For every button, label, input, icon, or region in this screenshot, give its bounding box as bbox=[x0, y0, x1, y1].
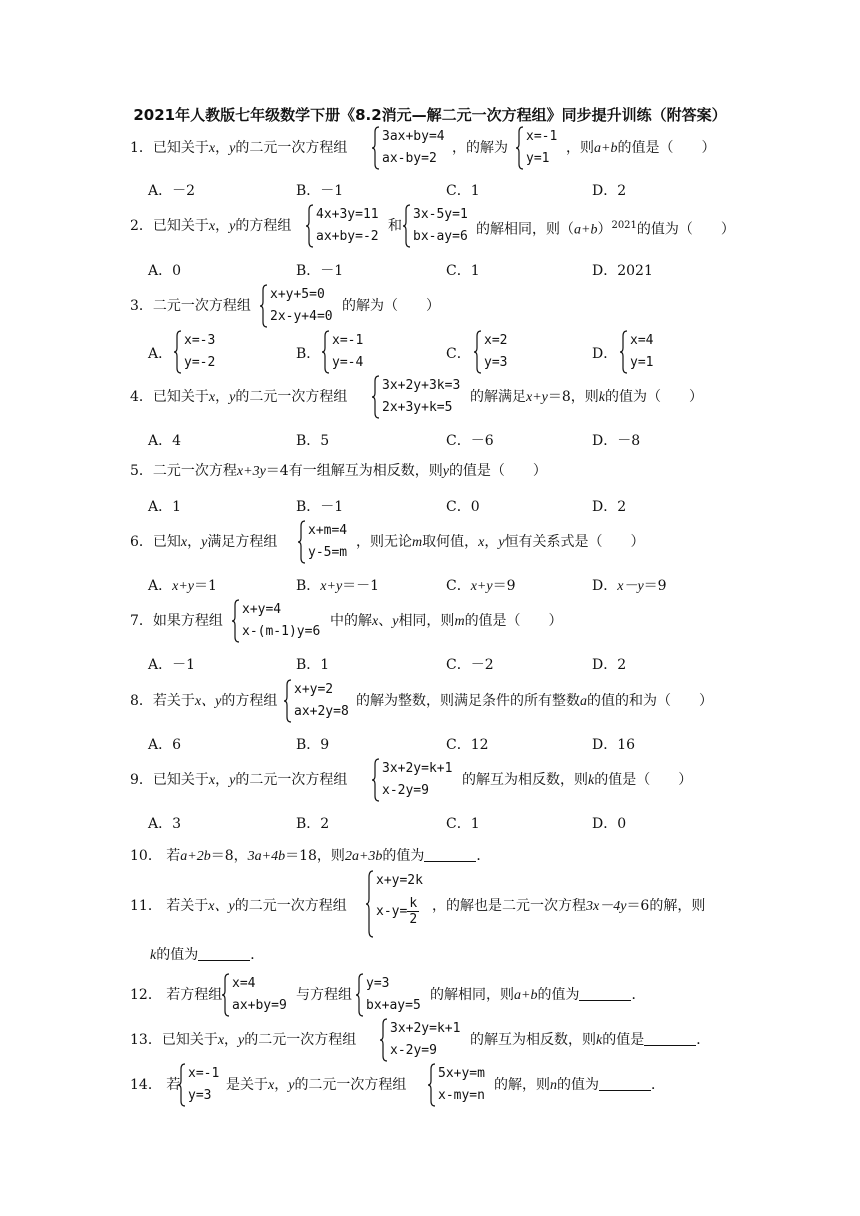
answer-blank[interactable] bbox=[579, 986, 631, 1001]
brace-icon bbox=[516, 126, 524, 170]
brace-icon bbox=[174, 330, 182, 374]
brace-icon bbox=[474, 330, 482, 374]
brace-icon bbox=[232, 599, 240, 643]
brace-icon bbox=[356, 973, 364, 1017]
brace-icon bbox=[366, 870, 374, 938]
answer-blank[interactable] bbox=[599, 1076, 651, 1091]
brace-icon bbox=[428, 1063, 436, 1107]
answer-blank[interactable] bbox=[424, 847, 476, 862]
answer-blank[interactable] bbox=[198, 946, 250, 961]
brace-icon bbox=[380, 1018, 388, 1062]
brace-icon bbox=[372, 126, 380, 170]
page-title: 2021年人教版七年级数学下册《8.2消元—解二元一次方程组》同步提升训练（附答案） bbox=[133, 106, 727, 124]
brace-icon bbox=[260, 284, 268, 328]
brace-icon bbox=[178, 1063, 186, 1107]
brace-icon bbox=[322, 330, 330, 374]
brace-icon bbox=[372, 375, 380, 419]
q1-text: 1．已知关于x，y的二元一次方程组 bbox=[130, 140, 348, 156]
brace-icon bbox=[403, 204, 411, 248]
brace-icon bbox=[620, 330, 628, 374]
brace-icon bbox=[284, 679, 292, 723]
brace-icon bbox=[372, 758, 380, 802]
brace-icon bbox=[306, 204, 314, 248]
brace-icon bbox=[222, 973, 230, 1017]
brace-icon bbox=[298, 520, 306, 564]
answer-blank[interactable] bbox=[644, 1031, 696, 1046]
